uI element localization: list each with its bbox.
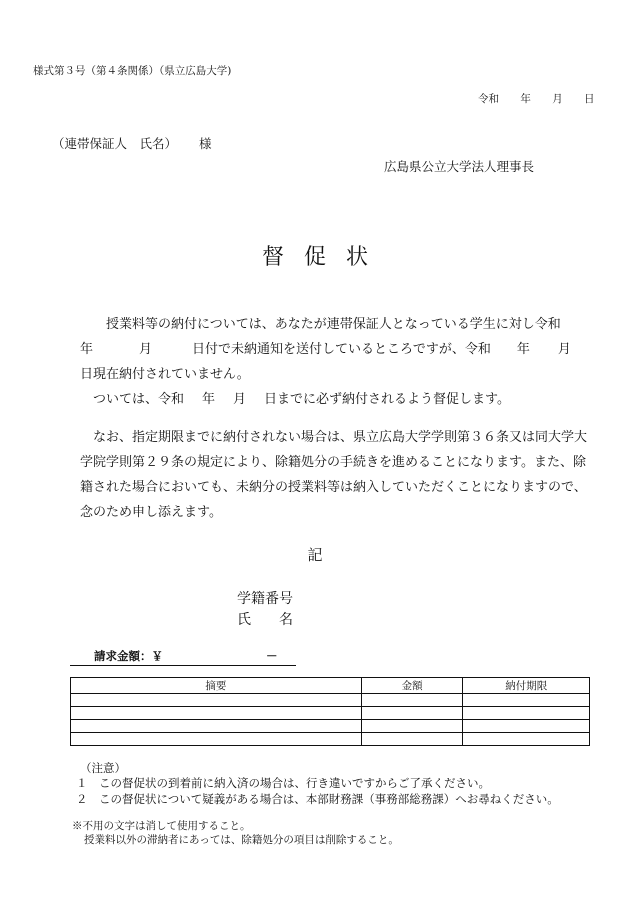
header-amount: 金額 — [361, 678, 463, 694]
date-day: 日 — [584, 93, 595, 105]
footnote: ※不用の文字は消して使用すること。 — [72, 820, 251, 832]
student-id-label: 学籍番号 — [237, 591, 293, 607]
billing-table — [70, 677, 590, 746]
note-item: ２ この督促状について疑義がある場合は、本部財務課（事務部総務課）へお尋ねください。 — [76, 792, 559, 806]
p1-line-d2: 日までに必ず納付されるよう督促します。 — [264, 392, 511, 407]
table-row — [71, 694, 590, 707]
issuer: 広島県公立大学法人理事長 — [384, 159, 535, 174]
footnote: 授業料以外の滞納者にあっては、除籍処分の項目は削除すること。 — [84, 834, 399, 846]
p1-deadline-year: 年 — [202, 392, 216, 407]
table-header-row — [71, 678, 590, 694]
cell-amount — [361, 720, 463, 733]
addressee — [52, 134, 212, 152]
p2-text: なお、指定期限までに納付されない場合は、県立広島大学学則第３６条又は同大学大学院学則第２９条の規定により、除籍処分の手続きを進めることになります。また、除籍された場合においても、未納分の授業料等は納入していただくことになりますので、念のため申し添えます。 — [80, 430, 588, 520]
header-due-date: 納付期限 — [463, 678, 590, 694]
claim-dash: － — [266, 649, 278, 663]
issue-date — [478, 91, 595, 106]
table-row — [71, 707, 590, 720]
student-name-label — [237, 609, 293, 629]
header-description: 摘要 — [71, 678, 362, 694]
cell-due-date — [463, 733, 590, 746]
p1-line-a: 授業料等の納付については、あなたが連帯保証人となっている学生に対し令和 — [106, 317, 561, 332]
p1-year2: 年 — [516, 342, 530, 357]
note-item: １ この督促状の到着前に納入済の場合は、行き違いですからご了承ください。 — [76, 776, 490, 790]
p1-month: 月 — [139, 342, 153, 357]
document-title: 督促状 — [261, 245, 388, 270]
form-number: 様式第３号（第４条関係）（県立広島大学) — [33, 65, 232, 77]
p1-year: 年 — [80, 342, 94, 357]
p1-month2: 月 — [557, 342, 571, 357]
cell-amount — [361, 694, 463, 707]
p1-line-d1: ついては、令和 — [93, 392, 185, 407]
cell-amount — [361, 733, 463, 746]
date-month: 月 — [552, 93, 563, 105]
p1-line-c: 日現在納付されていません。 — [80, 367, 250, 382]
date-year: 年 — [520, 93, 531, 105]
cell-due-date — [463, 720, 590, 733]
table-row — [71, 733, 590, 746]
cell-description — [71, 707, 362, 720]
student-name-label-2: 名 — [279, 612, 293, 628]
table-row — [71, 720, 590, 733]
record-heading: 記 — [307, 546, 323, 564]
addressee-label: （連帯保証人 氏名） — [52, 136, 178, 151]
student-name-label-1: 氏 — [237, 612, 251, 628]
paragraph-warning — [80, 425, 595, 525]
cell-amount — [361, 707, 463, 720]
cell-due-date — [463, 707, 590, 720]
paragraph-notice — [80, 312, 595, 412]
cell-description — [71, 694, 362, 707]
cell-due-date — [463, 694, 590, 707]
claim-amount — [70, 648, 296, 666]
claim-label: 請求金額：￥ — [94, 649, 163, 663]
addressee-honorific: 様 — [199, 136, 212, 151]
cell-description — [71, 720, 362, 733]
cell-description — [71, 733, 362, 746]
p1-deadline-month: 月 — [233, 392, 247, 407]
date-era: 令和 — [478, 93, 499, 105]
p1-day-sent: 日付で未納通知を送付しているところですが、令和 — [192, 342, 491, 357]
notes-heading: （注意） — [80, 761, 126, 775]
